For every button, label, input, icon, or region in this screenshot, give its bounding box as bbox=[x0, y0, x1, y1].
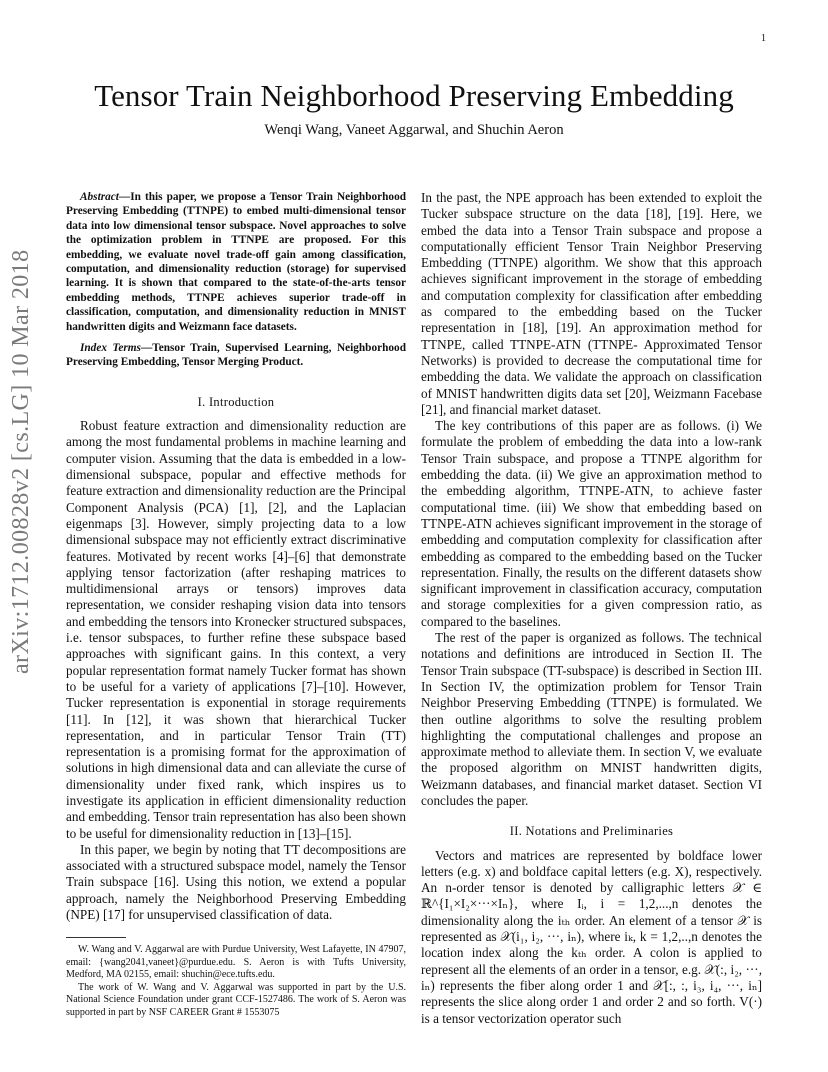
footnote-affiliations: W. Wang and V. Aggarwal are with Purdue University, West Lafayette, IN 47907, email: {wang2041,vaneet}@purdue.edu. S. Aeron is with Tufts University, Medford, MA 02155, email: shuchin@ece.tufts.edu. bbox=[66, 944, 406, 981]
index-terms bbox=[66, 341, 406, 370]
section-heading-notations: II. Notations and Preliminaries bbox=[509, 824, 674, 839]
index-terms-text: —Tensor Train, Supervised Learning, Neighborhood Preserving Embedding, Tensor Merging Product. bbox=[66, 342, 406, 369]
abstract-text: —In this paper, we propose a Tensor Train Neighborhood Preserving Embedding (TTNPE) to embed multi-dimensional tensor data into low dimensional tensor subspace. Novel approaches to solve the optimization problem in TTNPE are proposed. For this embedding, we evaluate novel trade-off gain among classification, computation, and dimensionality reduction (storage) for supervised learning. It is shown that compared to the state-of-the-arts tensor embedding methods, TTNPE achieves superior trade-off in classification, computation, and dimensionality reduction in MNIST handwritten digits and Weizmann face datasets. bbox=[66, 191, 406, 333]
right-paragraph-1: In the past, the NPE approach has been extended to exploit the Tucker subspace structure on the data [18], [19]. Here, we embed the data into a Tensor Train subspace and propose a computationally efficient Tensor Train Neighbor Preserving Embedding (TTNPE) algorithm. We show that this approach achieves significant improvement in the storage of embedding and computation complexity for classification after embedding as compared to the embedding based on the Tucker representation in [18], [19]. An approximation method for TTNPE, called TTNPE-ATN (TTNPE- Approximated Tensor Networks) is provided to decrease the computational time for embedding the data. We validate the approach on classification of MNIST handwritten digits data set [20], Weizmann Facebase [21], and financial market dataset. bbox=[421, 190, 762, 417]
section-heading-introduction: I. Introduction bbox=[197, 394, 275, 409]
paper-authors: Wenqi Wang, Vaneet Aggarwal, and Shuchin Aeron bbox=[264, 122, 564, 138]
paper-title: Tensor Train Neighborhood Preserving Embedding bbox=[94, 78, 734, 113]
right-column bbox=[421, 190, 762, 1027]
page-number: 1 bbox=[761, 33, 766, 44]
index-terms-label: Index Terms bbox=[80, 342, 141, 355]
footnote-funding: The work of W. Wang and V. Aggarwal was supported in part by the U.S. National Science Foundation under grant CCF-1527486. The work of S. Aeron was supported in part by NSF CAREER Grant # 1553075 bbox=[66, 981, 406, 1018]
right-paragraph-4: Vectors and matrices are represented by boldface lower letters (e.g. x) and boldface capital letters (e.g. X), respectively. An n-order tensor is denoted by calligraphic letters 𝒳 ∈ ℝ^{I₁×I₂×···×Iₙ}, where Iᵢ, i = 1,2,...,n denotes the dimensionality along the iₜₕ order. An element of a tensor 𝒳 is represented as 𝒳(i₁, i₂, ···, iₙ), where iₖ, k = 1,2,..,n denotes the location index along the kₜₕ order. A colon is applied to represent all the elements of an order in a tensor, e.g. 𝒳(:, i₂, ···, iₙ) represents the fiber along order 1 and 𝒳[:, :, i₃, i₄, ···, iₙ] represents the slice along order 1 and order 2 and so forth. V(·) is a tensor vectorization operator such bbox=[421, 847, 762, 1026]
left-column bbox=[66, 190, 406, 1019]
arxiv-id: arXiv:1712.00828v2 [cs.LG] 10 Mar 2018 bbox=[8, 249, 34, 674]
abstract bbox=[66, 190, 406, 334]
footnote-rule bbox=[66, 937, 126, 938]
intro-paragraph-2: In this paper, we begin by noting that TT decompositions are associated with a structured subspace model, namely the Tensor Train subspace [16]. Using this notion, we extend a popular approach, namely the Neighborhood Preserving Embedding (NPE) [17] for unsupervised classification of data. bbox=[66, 841, 406, 923]
intro-paragraph-1: Robust feature extraction and dimensionality reduction are among the most fundamental problems in machine learning and computer vision. Assuming that the data is embedded in a low-dimensional subspace, popular and effective methods for feature extraction and dimensionality reduction are the Principal Component Analysis (PCA) [1], [2], and the Laplacian eigenmaps [3]. However, simply projecting data to a low dimensional subspace may not efficiently extract discriminative features. Motivated by recent works [4]–[6] that demonstrate applying tensor factorization (after reshaping matrices to multidimensional arrays or tensors) improves data representation, we consider reshaping vision data into tensors and embedding the tensors into Kronecker structured subspaces, i.e. tensor subspaces, to further refine these subspace based approaches with significant gains. In this context, a very popular representation format namely Tucker format has shown to be useful for a variety of applications [7]–[10]. However, Tucker representation is exponential in storage requirements [11]. In [12], it was shown that hierarchical Tucker representation, and in particular Tensor Train (TT) representation is a promising format for the approximation of solutions in high dimensional data and can alleviate the curse of dimensionality under fixed rank, which inspires us to investigate its application in efficient dimensionality reduction and embedding. Tensor train representation has also been shown to be useful for dimensionality reduction in [13]–[15]. bbox=[66, 418, 406, 841]
abstract-label: Abstract bbox=[80, 191, 119, 203]
right-paragraph-3: The rest of the paper is organized as follows. The technical notations and definitions are introduced in Section II. The Tensor Train subspace (TT-subspace) is described in Section III. In Section IV, the optimization problem for Tensor Train Neighbor Preserving Embedding (TTNPE) is formulated. We then outline algorithms to solve the resulting problem highlighting the computational challenges and propose an approximate method to alleviate them. In section V, we evaluate the proposed algorithm on MNIST handwritten digits, Weizmann databases, and financial market dataset. Section VI concludes the paper. bbox=[421, 630, 762, 808]
arxiv-stamp bbox=[8, 249, 34, 674]
right-paragraph-2: The key contributions of this paper are as follows. (i) We formulate the problem of embedding the data into a low-rank Tensor Train subspace, and propose a TTNPE algorithm for embedding the data. (ii) We give an approximation method to the embedding algorithm, TTNPE-ATN, to achieve faster computational time. (iii) We show that embedding based on TTNPE-ATN achieves significant improvement in the storage of embedding and computation complexity for classification after embedding as compared to the embedding based on the Tucker representation. Finally, the results on the different datasets show significant improvement in classification accuracy, computation and storage complexities for a given compression ratio, as compared to the baselines. bbox=[421, 418, 762, 629]
